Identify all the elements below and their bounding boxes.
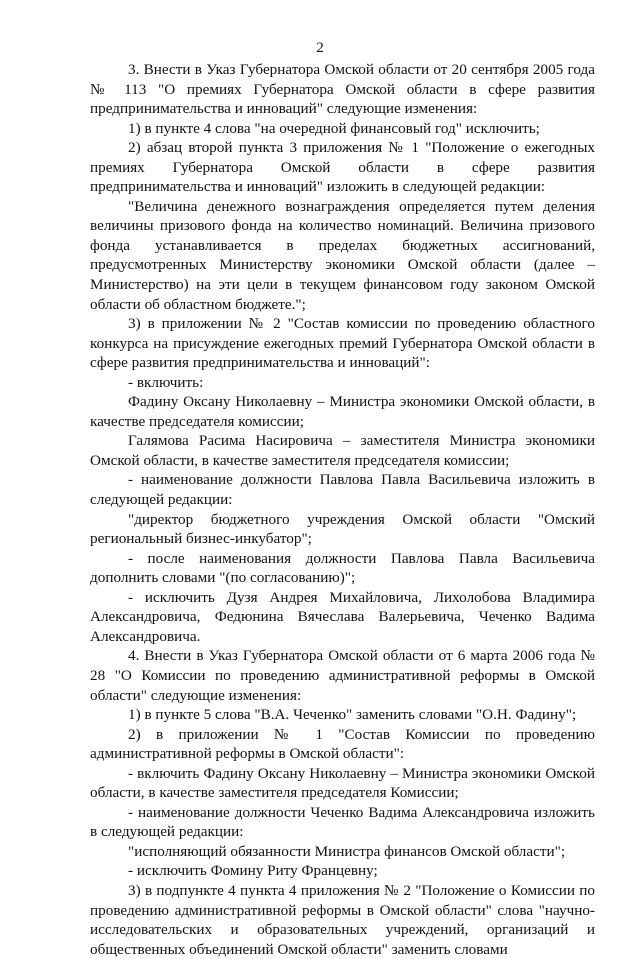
paragraph: - включить: <box>128 373 204 391</box>
paragraph: 1) в пункте 5 слова "В.А. Чеченко" заменить словами "О.Н. Фадину"; <box>128 706 577 724</box>
paragraph: "исполняющий обязанности Министра финансов Омской области"; <box>128 842 566 860</box>
paragraph: - включить Фадину Оксану Николаевну – Министра экономики Омской области, в качестве заместителя председателя Комиссии; <box>90 764 595 802</box>
paragraph: - наименование должности Павлова Павла Васильевича изложить в следующей редакции: <box>90 471 595 509</box>
paragraph: 1) в пункте 4 слова "на очередной финансовый год" исключить; <box>128 119 540 137</box>
paragraph: Галямова Расима Насировича – заместителя Министра экономики Омской области, в качестве заместителя председателя комиссии; <box>90 432 595 469</box>
paragraph: - после наименования должности Павлова Павла Васильевича дополнить словами "(по согласованию)"; <box>90 549 595 587</box>
paragraph: "директор бюджетного учреждения Омской области "Омский региональный бизнес-инкубатор"; <box>90 510 595 548</box>
paragraph: 2) в приложении № 1 "Состав Комиссии по проведению административной реформы в Омской области": <box>90 725 595 763</box>
paragraph: "Величина денежного вознаграждения определяется путем деления величины призового фонда на количество номинаций. Величина призового фонда устанавливается в пределах бюджетных ассигнований, предусмотренных Министерству экономики Омской области (далее – Министерство) на эти цели в текущем финансовом году законом Омской области об областном бюджете."; <box>90 197 595 313</box>
paragraph: 3. Внести в Указ Губернатора Омской области от 20 сентября 2005 года № 113 "О премиях Губернатора Омской области в сфере развития предпринимательства и инноваций" следующие изменения: <box>90 61 595 118</box>
paragraph: - наименование должности Чеченко Вадима Александровича изложить в следующей редакции: <box>90 803 595 841</box>
paragraph: Фадину Оксану Николаевну – Министра экономики Омской области, в качестве председателя комиссии; <box>90 393 595 430</box>
paragraph: 2) абзац второй пункта 3 приложения № 1 "Положение о ежегодных премиях Губернатора Омской области в сфере развития предпринимательства и инноваций" изложить в следующей редакции: <box>90 139 595 196</box>
page-number: 2 <box>316 39 324 56</box>
document-body <box>90 60 595 959</box>
paragraph: - исключить Фомину Риту Францевну; <box>128 862 378 880</box>
paragraph: - исключить Дузя Андрея Михайловича, Лихолобова Владимира Александровича, Федюнина Вячеслава Валерьевича, Чеченко Вадима Александровича. <box>90 588 595 645</box>
paragraph: 4. Внести в Указ Губернатора Омской области от 6 марта 2006 года № 28 "О Комиссии по проведению административной реформы в Омской области" следующие изменения: <box>90 647 595 704</box>
paragraph: 3) в подпункте 4 пункта 4 приложения № 2 "Положение о Комиссии по проведению административной реформы в Омской области" слова "научно-исследовательских и образовательных учреждений, организаций и общественных объединений Омской области" заменить словами <box>90 881 595 958</box>
paragraph: 3) в приложении № 2 "Состав комиссии по проведению областного конкурса на присуждение ежегодных премий Губернатора Омской области в сфере развития предпринимательства и инноваций": <box>90 315 595 372</box>
